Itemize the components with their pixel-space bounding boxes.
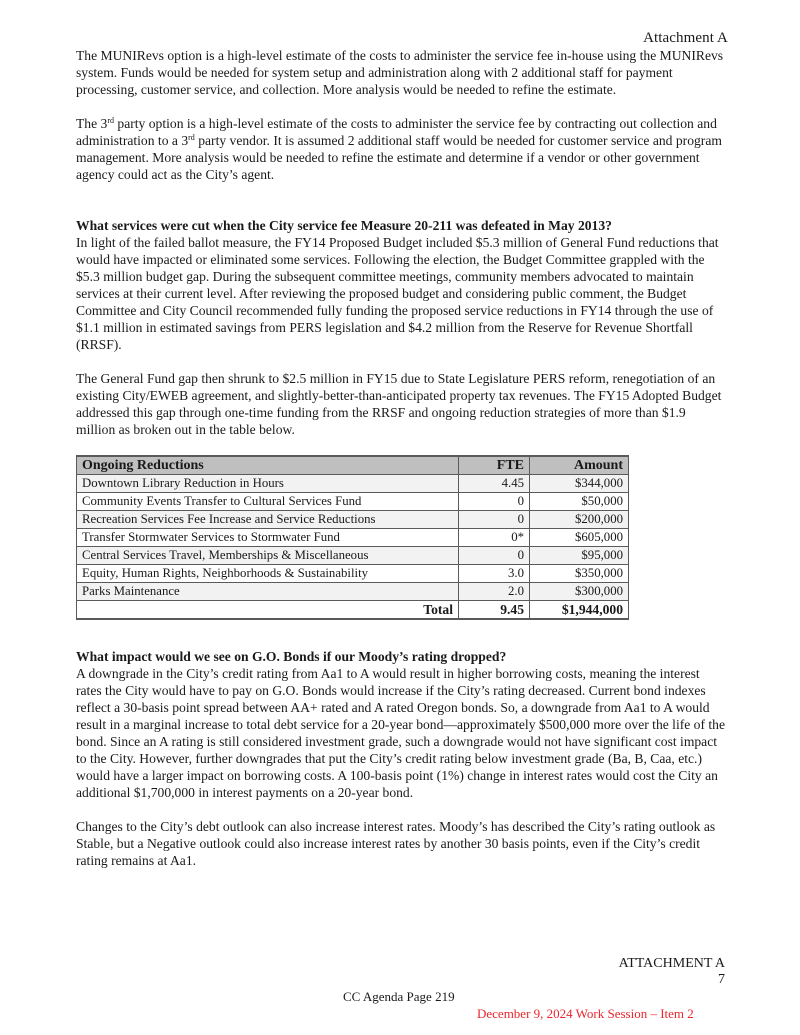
total-amount: $1,944,000 [530, 601, 629, 620]
footer-attachment-label: ATTACHMENT A [618, 956, 725, 971]
reduction-fte: 0 [459, 493, 530, 511]
footer-attachment-block [619, 956, 725, 988]
work-session-label: December 9, 2024 Work Session – Item 2 [477, 1006, 694, 1021]
reduction-name: Central Services Travel, Memberships & Miscellaneous [77, 547, 459, 565]
reduction-name: Equity, Human Rights, Neighborhoods & Sustainability [77, 565, 459, 583]
header-amount: Amount [530, 456, 629, 475]
reduction-name: Community Events Transfer to Cultural Services Fund [77, 493, 459, 511]
superscript: rd [107, 116, 115, 125]
table-row [77, 547, 629, 565]
table-total-row [77, 601, 629, 620]
header-fte: FTE [459, 456, 530, 475]
footer-page-number: 7 [718, 972, 725, 987]
reduction-name: Parks Maintenance [77, 583, 459, 601]
reduction-name: Transfer Stormwater Services to Stormwater Fund [77, 529, 459, 547]
go-bonds-paragraph-2: Changes to the City’s debt outlook can also increase interest rates. Moody’s has described the City’s rating outlook as Stable, but a Negative outlook could also increase interest rates by another 30 basis points, even if the City’s credit rating remains at Aa1. [76, 819, 716, 868]
reduction-fte: 0 [459, 547, 530, 565]
services-cut-heading: What services were cut when the City service fee Measure 20-211 was defeated in May 2013? [76, 218, 612, 233]
reduction-amount: $344,000 [530, 475, 629, 493]
services-cut-paragraph-2: The General Fund gap then shrunk to $2.5 million in FY15 due to State Legislature PERS reform, renegotiation of an existing City/EWEB agreement, and slightly-better-than-anticipated property tax revenues. The FY15 Adopted Budget addressed this gap through one-time funding from the RRSF and ongoing reduction strategies of more than $1.9 million as broken out in the table below. [76, 371, 722, 437]
reduction-fte: 0* [459, 529, 530, 547]
third-party-paragraph [76, 115, 728, 183]
reduction-amount: $95,000 [530, 547, 629, 565]
table-row [77, 475, 629, 493]
reduction-fte: 4.45 [459, 475, 530, 493]
reduction-fte: 0 [459, 511, 530, 529]
table-row [77, 511, 629, 529]
reduction-amount: $200,000 [530, 511, 629, 529]
table-header-row [77, 456, 629, 475]
ongoing-reductions-table [76, 455, 629, 620]
reduction-amount: $50,000 [530, 493, 629, 511]
total-fte: 9.45 [459, 601, 530, 620]
reduction-amount: $605,000 [530, 529, 629, 547]
reduction-name: Downtown Library Reduction in Hours [77, 475, 459, 493]
go-bonds-heading: What impact would we see on G.O. Bonds if our Moody’s rating dropped? [76, 649, 507, 664]
reduction-amount: $300,000 [530, 583, 629, 601]
document-body [76, 47, 728, 869]
reduction-fte: 2.0 [459, 583, 530, 601]
total-label: Total [77, 601, 459, 620]
agenda-page-label: CC Agenda Page 219 [343, 989, 455, 1004]
table-row [77, 493, 629, 511]
table-row [77, 583, 629, 601]
reduction-fte: 3.0 [459, 565, 530, 583]
munirevs-paragraph: The MUNIRevs option is a high-level estimate of the costs to administer the service fee in-house using the MUNIRevs system. Funds would be needed for system setup and administration along with 2 additional staff for payment processing, customer service, and collection. More analysis would be needed to refine the estimate. [76, 48, 724, 97]
reduction-amount: $350,000 [530, 565, 629, 583]
attachment-header-label: Attachment A [643, 30, 728, 46]
reduction-name: Recreation Services Fee Increase and Service Reductions [77, 511, 459, 529]
text-run: party option is a high-level estimate of the costs to administer the service fee by contracting out collection and administration to a 3 [76, 116, 717, 148]
table-row [77, 565, 629, 583]
header-ongoing-reductions: Ongoing Reductions [77, 456, 459, 475]
text-run: The 3 [76, 116, 108, 131]
table-row [77, 529, 629, 547]
text-run: party vendor. It is assumed 2 additional staff would be needed for customer service and program management. More analysis would be needed to refine the estimate and determine if a vendor or other government agency could act as the City’s agent. [76, 133, 722, 182]
go-bonds-paragraph-1: A downgrade in the City’s credit rating from Aa1 to A would result in higher borrowing costs, meaning the interest rates the City would have to pay on G.O. Bonds would increase if the City’s rating decreased. Current bond indexes reflect a 30-basis point spread between AA+ rated and A rated Oregon bonds. So, a downgrade from Aa1 to A would result in a marginal increase to total debt service for a 20-year bond—approximately $500,000 more over the life of the bond. Since an A rating is still considered investment grade, such a downgrade would not have significant cost impact to the City. However, further downgrades that put the City’s credit rating below investment grade (Ba, B, Caa, etc.) would have a larger impact on borrowing costs. A 100-basis point (1%) change in interest rates would cost the City an additional $1,700,000 in interest payments on a 20-year bond. [76, 666, 726, 800]
superscript: rd [188, 133, 195, 142]
services-cut-paragraph-1: In light of the failed ballot measure, the FY14 Proposed Budget included $5.3 million of General Fund reductions that would have impacted or eliminated some services. Following the election, the Budget Committee grappled with the $5.3 million budget gap. During the subsequent committee meetings, community members advocated to maintain services at their current level. After reviewing the proposed budget and considering public comment, the Budget Committee and City Council recommended fully funding the proposed service reductions in FY14 through the use of $1.1 million in estimated savings from PERS legislation and $4.2 million from the Reserve for Revenue Shortfall (RRSF). [76, 235, 719, 352]
